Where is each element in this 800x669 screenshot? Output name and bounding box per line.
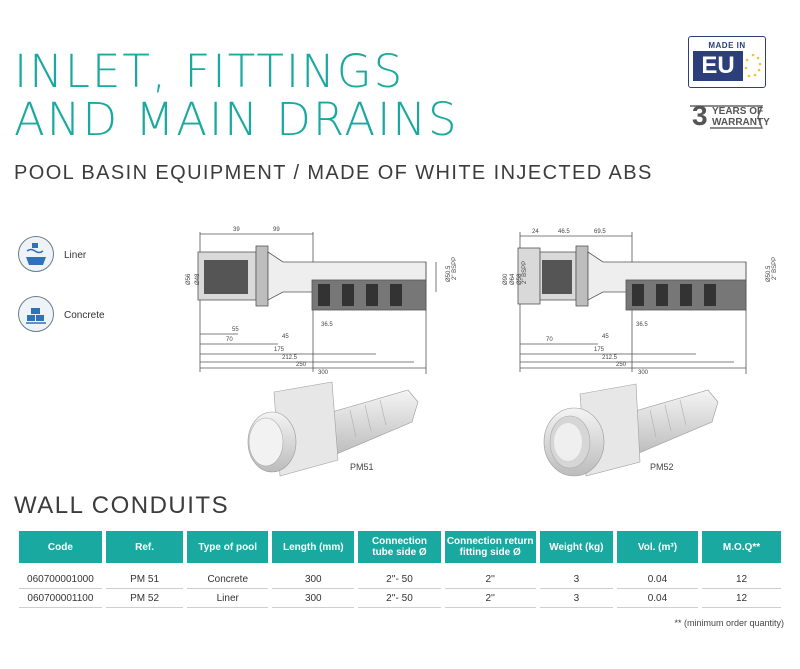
product-image-pm52 — [540, 382, 720, 488]
cell-return: 2'' — [445, 563, 536, 589]
dim-bottom-7: 250 — [296, 362, 307, 368]
dim-bottom-1: 55 — [232, 327, 239, 333]
header-ref: Ref. — [106, 531, 183, 563]
dim-bottom-7: 300 — [638, 370, 649, 376]
dim-left-3: Ø58 — [517, 273, 523, 285]
cell-code: 060700001100 — [19, 589, 102, 608]
cell-code: 060700001000 — [19, 563, 102, 589]
dim-bottom-3: 36.5 — [636, 322, 648, 328]
title-line-2: AND MAIN DRAINS — [14, 93, 459, 146]
header-connection-return: Connection return fitting side Ø — [445, 531, 536, 563]
section-title: WALL CONDUITS — [14, 492, 230, 519]
table-row — [19, 563, 781, 589]
warranty-text-2: WARRANTY — [712, 117, 770, 128]
pool-type-label-concrete: Concrete — [64, 310, 105, 321]
dim-top-1: 39 — [233, 227, 240, 233]
footnote: ** (minimum order quantity) — [674, 618, 784, 628]
dim-left-2: Ø48 — [195, 273, 201, 285]
cell-moq: 12 — [702, 563, 781, 589]
warranty-text-1: YEARS OF — [712, 106, 764, 117]
product-label-pm52: PM52 — [650, 462, 674, 472]
cell-tube: 2''- 50 — [358, 563, 440, 589]
header-length: Length (mm) — [272, 531, 354, 563]
dim-left-2: Ø64 — [510, 273, 516, 285]
pool-type-label-liner: Liner — [64, 250, 87, 261]
dim-bottom-6: 212.5 — [282, 355, 298, 361]
warranty-number: 3 — [692, 100, 708, 131]
dim-left-1: Ø90 — [503, 273, 509, 285]
dim-right-1: Ø50.5 — [446, 265, 452, 282]
cell-ref: PM 51 — [106, 563, 183, 589]
table-row — [19, 589, 781, 608]
warranty-badge — [688, 100, 770, 138]
dim-bottom-2: 70 — [226, 337, 233, 343]
header-weight: Weight (kg) — [540, 531, 613, 563]
dim-bottom-5: 212.5 — [602, 355, 618, 361]
cell-weight: 3 — [540, 563, 613, 589]
dim-top-3: 69.5 — [594, 229, 606, 235]
dim-bottom-4: 175 — [594, 347, 605, 353]
cell-return: 2'' — [445, 589, 536, 608]
dim-bottom-3: 45 — [282, 334, 289, 340]
header-code: Code — [19, 531, 102, 563]
header-type-of-pool: Type of pool — [187, 531, 268, 563]
liner-pool-icon — [18, 236, 54, 272]
dim-top-1: 24 — [532, 229, 539, 235]
page-subtitle: POOL BASIN EQUIPMENT / MADE OF WHITE INJECTED ABS — [14, 162, 653, 184]
cell-volume: 0.04 — [617, 563, 698, 589]
cell-type: Concrete — [187, 563, 268, 589]
title-line-1: INLET, FITTINGS — [14, 45, 405, 98]
dim-bottom-4: 36.5 — [321, 322, 333, 328]
eu-stars-icon — [744, 52, 762, 80]
made-in-label: MADE IN — [708, 41, 746, 50]
dim-top-2: 46.5 — [558, 229, 570, 235]
wall-conduits-table — [15, 531, 785, 608]
dim-right-2: 2" BSPP — [452, 256, 458, 280]
dim-right-2: 2" BSPP — [772, 256, 778, 280]
dim-bottom-6: 250 — [616, 362, 627, 368]
cell-volume: 0.04 — [617, 589, 698, 608]
eu-label: EU — [693, 51, 743, 81]
dim-left-1: Ø56 — [186, 273, 192, 285]
warranty-text — [712, 106, 770, 128]
dim-right-1: Ø50.5 — [766, 265, 772, 282]
dim-bottom-5: 175 — [274, 347, 285, 353]
technical-drawing-pm52 — [498, 222, 778, 380]
dim-left-4: 2" BSPP — [522, 260, 528, 284]
header-connection-tube: Connection tube side Ø — [358, 531, 440, 563]
dim-bottom-2: 45 — [602, 334, 609, 340]
table-header-row — [19, 531, 781, 563]
concrete-pool-icon — [18, 296, 54, 332]
cell-ref: PM 52 — [106, 589, 183, 608]
page-title — [14, 45, 459, 146]
cell-weight: 3 — [540, 589, 613, 608]
cell-length: 300 — [272, 563, 354, 589]
technical-drawing-pm51 — [178, 222, 458, 380]
product-image-pm51 — [240, 382, 420, 488]
cell-tube: 2''- 50 — [358, 589, 440, 608]
dim-top-2: 99 — [273, 227, 280, 233]
dim-bottom-8: 300 — [318, 370, 329, 376]
cell-moq: 12 — [702, 589, 781, 608]
cell-length: 300 — [272, 589, 354, 608]
dim-bottom-1: 70 — [546, 337, 553, 343]
header-moq: M.O.Q** — [702, 531, 781, 563]
made-in-eu-badge — [688, 36, 766, 88]
product-label-pm51: PM51 — [350, 462, 374, 472]
cell-type: Liner — [187, 589, 268, 608]
header-volume: Vol. (m³) — [617, 531, 698, 563]
